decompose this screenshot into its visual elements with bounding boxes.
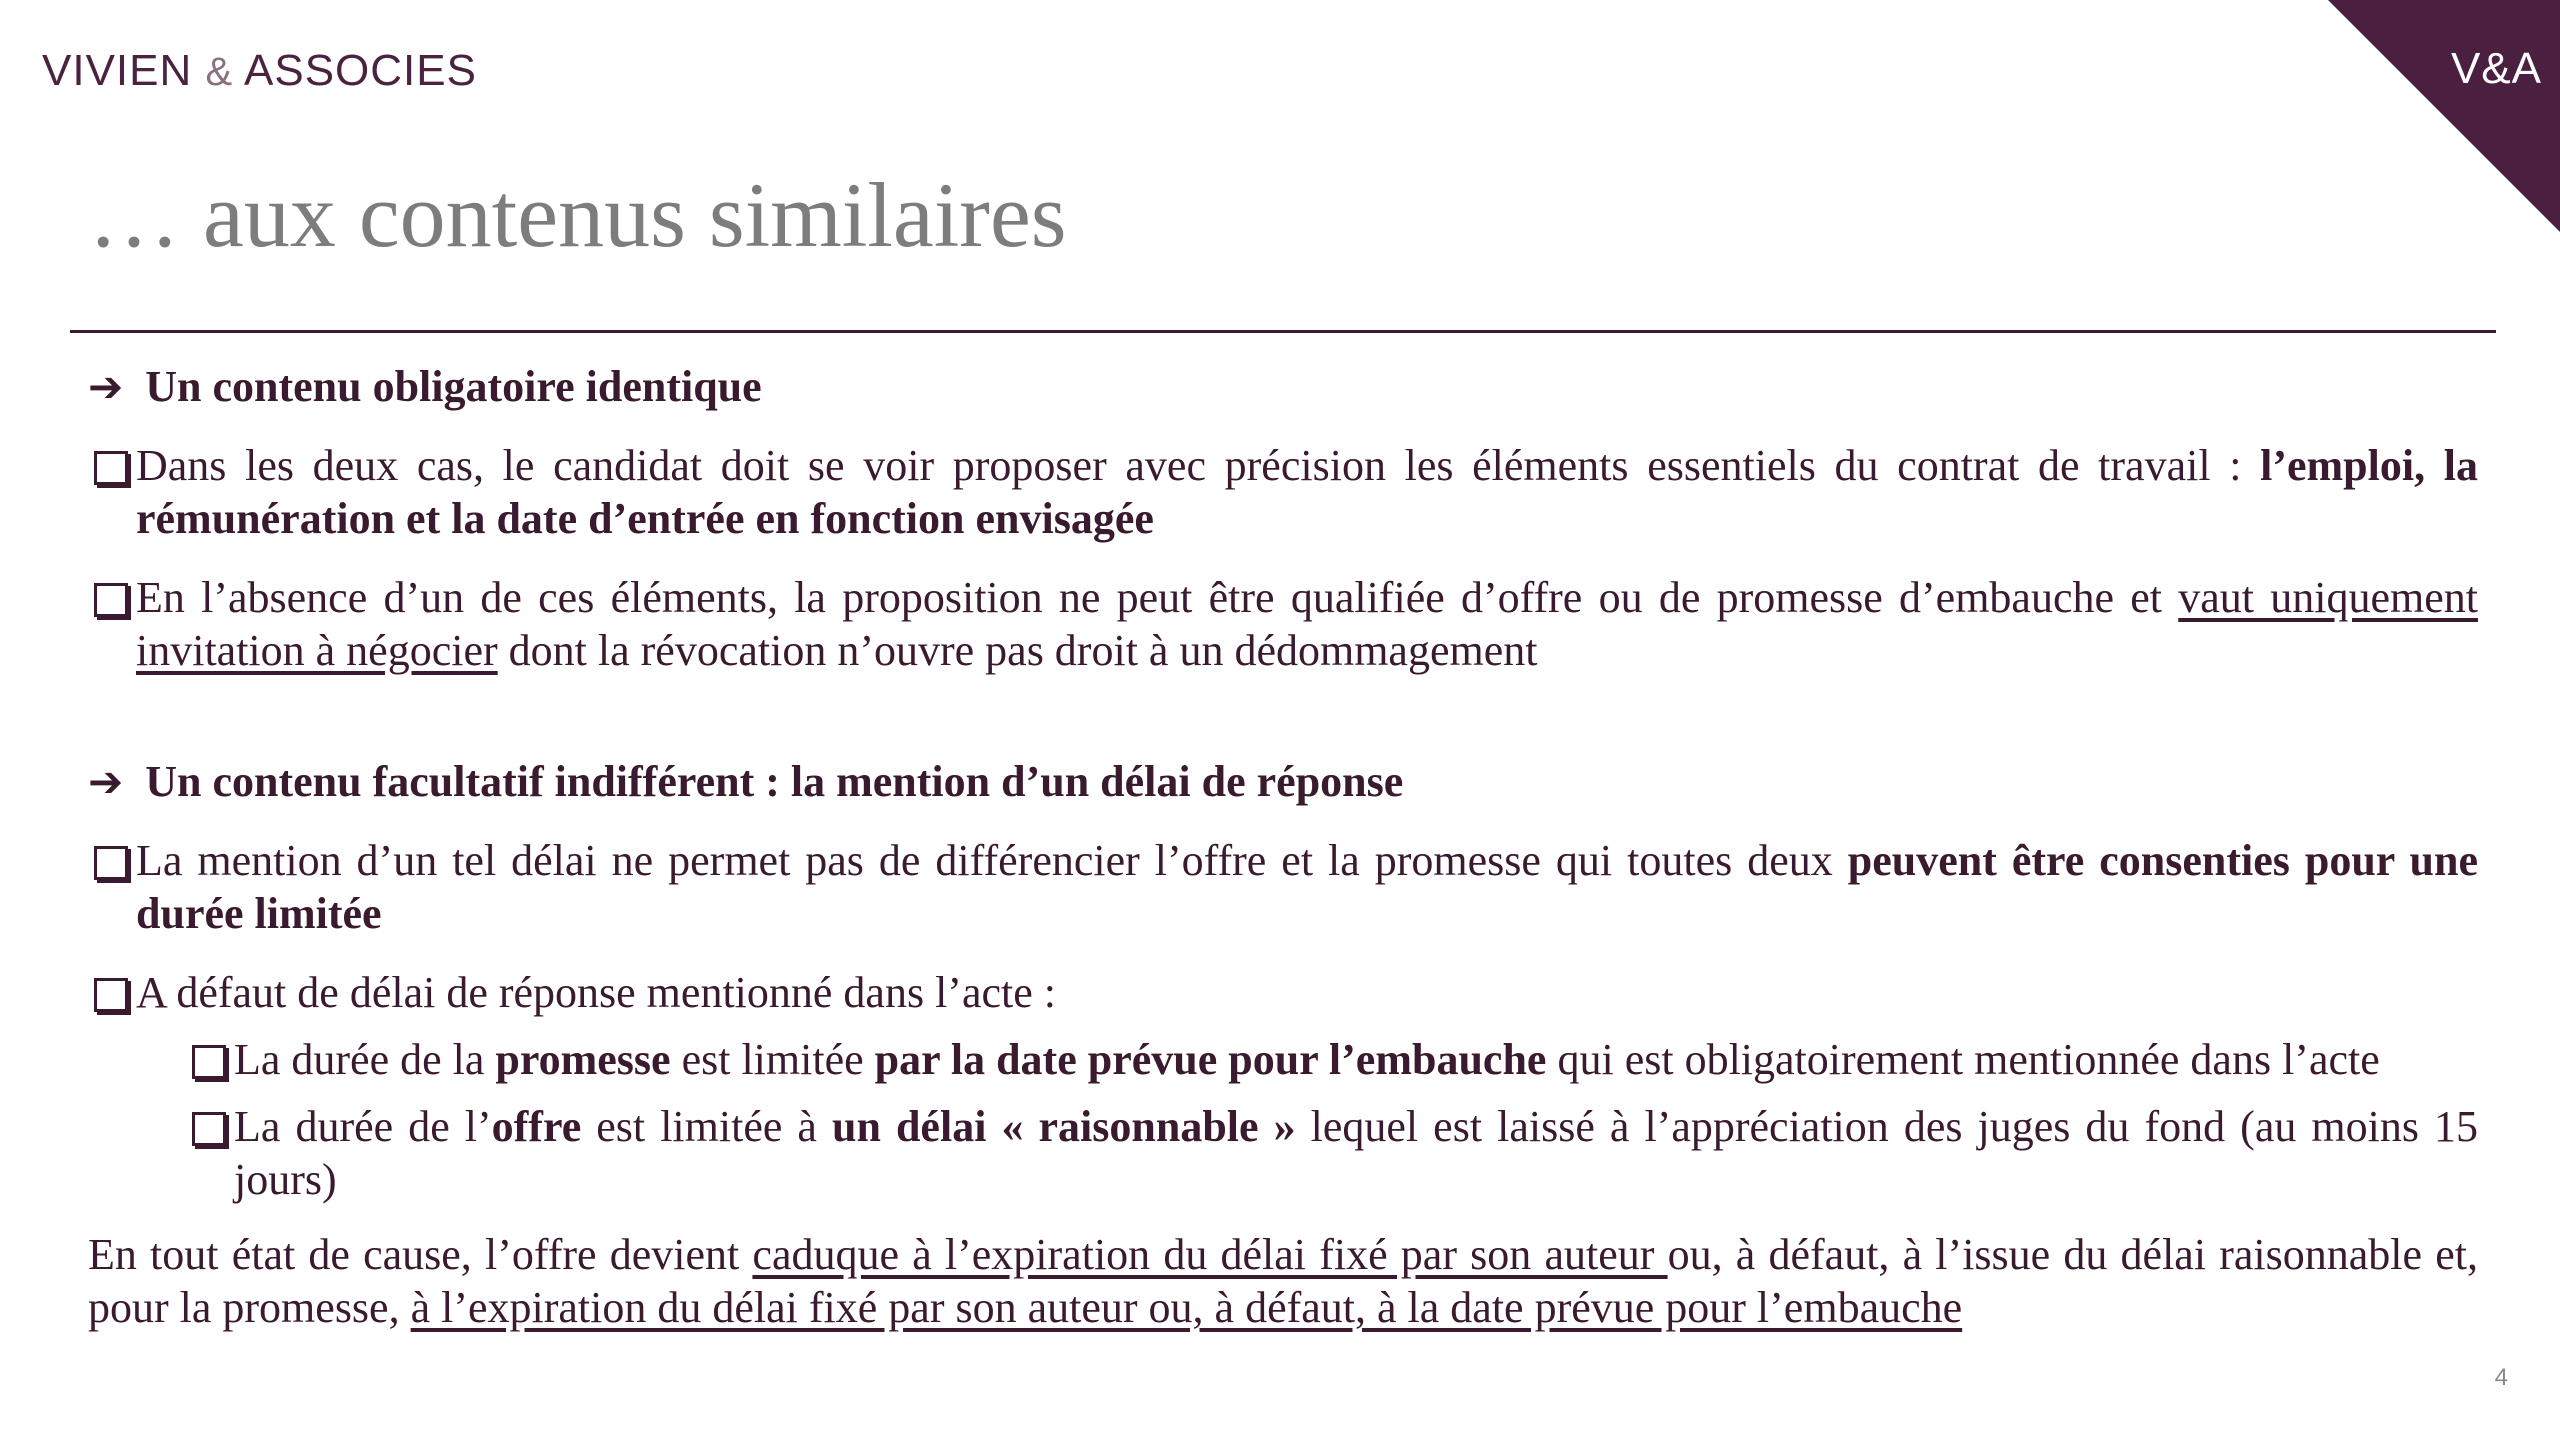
text-run: ou, à défaut, à l’issue du délai raisonnable et, pour la promesse, [88, 1230, 2478, 1332]
bullet-text [136, 966, 2478, 1019]
text-run: La durée de la [234, 1035, 496, 1084]
sub-bullet-text [234, 1100, 2478, 1206]
title-divider [70, 330, 2496, 333]
text-run: La mention d’un tel délai ne permet pas de différencier l’offre et la promesse qui toutes deux [136, 836, 1848, 885]
arrow-right-icon: ➔ [88, 362, 124, 411]
text-run: En l’absence d’un de ces éléments, la proposition ne peut être qualifiée d’offre ou de promesse d’embauche et [136, 573, 2179, 622]
text-run: A défaut de délai de réponse mentionné dans l’acte : [136, 968, 1056, 1017]
bullet-item [88, 834, 2478, 940]
text-run: En tout état de cause, l’offre devient [88, 1230, 753, 1279]
section-heading-text: Un contenu obligatoire identique [145, 362, 762, 411]
bullet-text [136, 834, 2478, 940]
text-run: dont la révocation n’ouvre pas droit à un dédommagement [497, 626, 1538, 675]
bold-text-run: un délai « raisonnable » [831, 1102, 1296, 1151]
conclusion-paragraph [88, 1228, 2478, 1334]
section-heading-optional [88, 755, 2478, 808]
logo-ampersand: & [205, 50, 234, 94]
sub-bullet-item [186, 1033, 2478, 1086]
bullet-text [136, 439, 2478, 545]
brand-logo [42, 46, 477, 96]
text-run: est limitée à [581, 1102, 832, 1151]
text-run: qui est obligatoirement mentionnée dans l’acte [1546, 1035, 2380, 1084]
slide-body [88, 360, 2478, 1378]
corner-triangle [2328, 0, 2560, 232]
checkbox-bullet-icon [192, 1045, 226, 1079]
bold-text-run: par la date prévue pour l’embauche [874, 1035, 1547, 1084]
bold-text-run: peuvent être consenties pour une durée limitée [136, 836, 2478, 938]
bold-text-run: l’emploi, la rémunération et la date d’entrée en fonction envisagée [136, 441, 2478, 543]
bullet-text [136, 571, 2478, 677]
logo-name-right: ASSOCIES [244, 46, 477, 95]
text-run: Dans les deux cas, le candidat doit se voir proposer avec précision les éléments essentiels du contrat de travail : [136, 441, 2261, 490]
logo-name-left: VIVIEN [42, 46, 193, 95]
text-run: La durée de l’ [234, 1102, 492, 1151]
text-run: lequel est laissé à l’appréciation des juges du fond (au moins 15 jours) [234, 1102, 2478, 1204]
checkbox-bullet-icon [94, 451, 128, 485]
corner-logo-label: V&A [2450, 44, 2542, 93]
bullet-item [88, 571, 2478, 677]
sub-bullet-item [186, 1100, 2478, 1206]
section-heading-mandatory [88, 360, 2478, 413]
checkbox-bullet-icon [94, 846, 128, 880]
checkbox-bullet-icon [94, 978, 128, 1012]
slide-title: … aux contenus similaires [88, 164, 1067, 266]
text-run: est limitée [670, 1035, 875, 1084]
sub-bullet-text [234, 1033, 2478, 1086]
page-number: 4 [2494, 1364, 2508, 1391]
underlined-text-run: caduque à l’expiration du délai fixé par son auteur [752, 1230, 1668, 1279]
checkbox-bullet-icon [192, 1112, 226, 1146]
checkbox-bullet-icon [94, 583, 128, 617]
bullet-item [88, 966, 2478, 1019]
bullet-item [88, 439, 2478, 545]
section-heading-text: Un contenu facultatif indifférent : la mention d’un délai de réponse [145, 757, 1404, 806]
bold-text-run: offre [491, 1102, 582, 1151]
underlined-text-run: vaut uniquement invitation à négocier [136, 573, 2478, 675]
arrow-right-icon: ➔ [88, 757, 124, 806]
bold-text-run: promesse [495, 1035, 671, 1084]
underlined-text-run: à l’expiration du délai fixé par son auteur ou, à défaut, à la date prévue pour l’embauche [410, 1283, 1963, 1332]
